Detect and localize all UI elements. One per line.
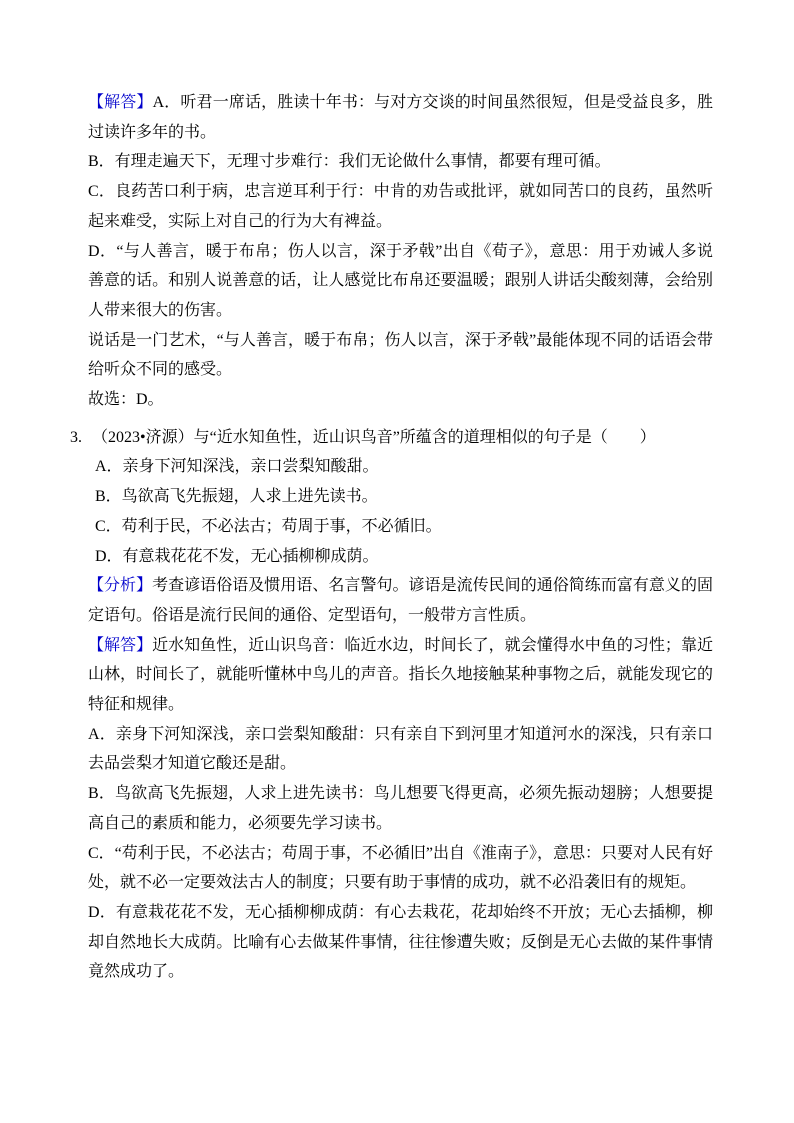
paragraph-text: 故选：D。	[88, 391, 164, 409]
paragraph-text: A．亲身下河知深浅，亲口尝梨知酸甜。	[95, 458, 379, 476]
paragraph-text: B．鸟欲高飞先振翅，人求上进先读书：鸟儿想要飞得更高，必须先振动翅膀；人想要提高自己的素质和能力，必须要先学习读书。	[88, 785, 713, 832]
labeled-paragraph	[88, 571, 713, 630]
text-paragraph	[88, 237, 713, 326]
paragraph-text: C．苟利于民，不必法古；苟周于事，不必循旧。	[95, 517, 442, 535]
option-paragraph	[95, 482, 713, 512]
option-paragraph	[95, 452, 713, 482]
labeled-paragraph	[88, 88, 713, 147]
paragraph-text: （2023•济源）与“近水知鱼性，近山识鸟音”所蕴含的道理相似的句子是（ ）	[92, 428, 656, 446]
text-paragraph	[88, 720, 713, 779]
answer-label: 【解答】	[88, 94, 153, 111]
paragraph-text: 近水知鱼性，近山识鸟音：临近水边，时间长了，就会懂得水中鱼的习性；靠近山林，时间长了，就能听懂林中鸟儿的声音。指长久地接触某种事物之后，就能发现它的特征和规律。	[88, 636, 713, 714]
paragraph-text: C．“苟利于民，不必法古；苟周于事，不必循旧”出自《淮南子》，意思：只要对人民有好处，就不必一定要效法古人的制度；只要有助于事情的成功，就不必沿袭旧有的规矩。	[88, 844, 713, 892]
paragraph-text: D．“与人善言，暖于布帛；伤人以言，深于矛戟”出自《荀子》，意思：用于劝诫人多说善意的话。和别人说善意的话，让人感觉比布帛还要温暖；跟别人讲话尖酸刻薄，会给别人带来很大的伤害。	[88, 242, 713, 319]
paragraph-text: A．亲身下河知深浅，亲口尝梨知酸甜：只有亲自下到河里才知道河水的深浅，只有亲口去品尝梨才知道它酸还是甜。	[88, 725, 713, 773]
paragraph-text: C．良药苦口利于病，忠言逆耳利于行：中肯的劝告或批评，就如同苦口的良药，虽然听起来难受，实际上对自己的行为大有裨益。	[88, 183, 713, 230]
answer-label: 【解答】	[88, 636, 153, 654]
text-paragraph	[88, 177, 713, 236]
document-content	[70, 88, 713, 987]
paragraph-text: D．有意栽花花不发，无心插柳柳成荫：有心去栽花，花却始终不开放；无心去插柳，柳却自然地长大成荫。比喻有心去做某件事情，往往惨遭失败；反倒是无心去做的某件事情竟然成功了。	[88, 903, 713, 981]
analysis-label: 【分析】	[88, 577, 153, 595]
question-number: 3.	[70, 428, 82, 446]
labeled-paragraph	[88, 631, 713, 720]
text-paragraph	[88, 898, 713, 987]
option-paragraph	[95, 542, 713, 572]
text-paragraph	[88, 326, 713, 385]
paragraph-text: B．有理走遍天下，无理寸步难行：我们无论做什么事情，都要有理可循。	[88, 153, 611, 171]
paragraph-text: B．鸟欲高飞先振翅，人求上进先读书。	[95, 488, 378, 506]
text-paragraph	[88, 385, 713, 415]
text-paragraph	[88, 779, 713, 838]
text-paragraph	[88, 147, 713, 177]
paragraph-text: 考查谚语俗语及惯用语、名言警句。谚语是流传民间的通俗简练而富有意义的固定语句。俗语是流行民间的通俗、定型语句，一般带方言性质。	[88, 577, 713, 624]
option-paragraph	[95, 512, 713, 542]
text-paragraph	[88, 839, 713, 898]
paragraph-text: A．听君一席话，胜读十年书：与对方交谈的时间虽然很短，但是受益良多，胜过读许多年的书。	[88, 94, 713, 141]
paragraph-text: D．有意栽花花不发，无心插柳柳成荫。	[95, 547, 379, 565]
paragraph-text: 说话是一门艺术，“与人善言，暖于布帛；伤人以言，深于矛戟”最能体现不同的话语会带给听众不同的感受。	[88, 331, 713, 379]
question-paragraph	[70, 423, 713, 453]
